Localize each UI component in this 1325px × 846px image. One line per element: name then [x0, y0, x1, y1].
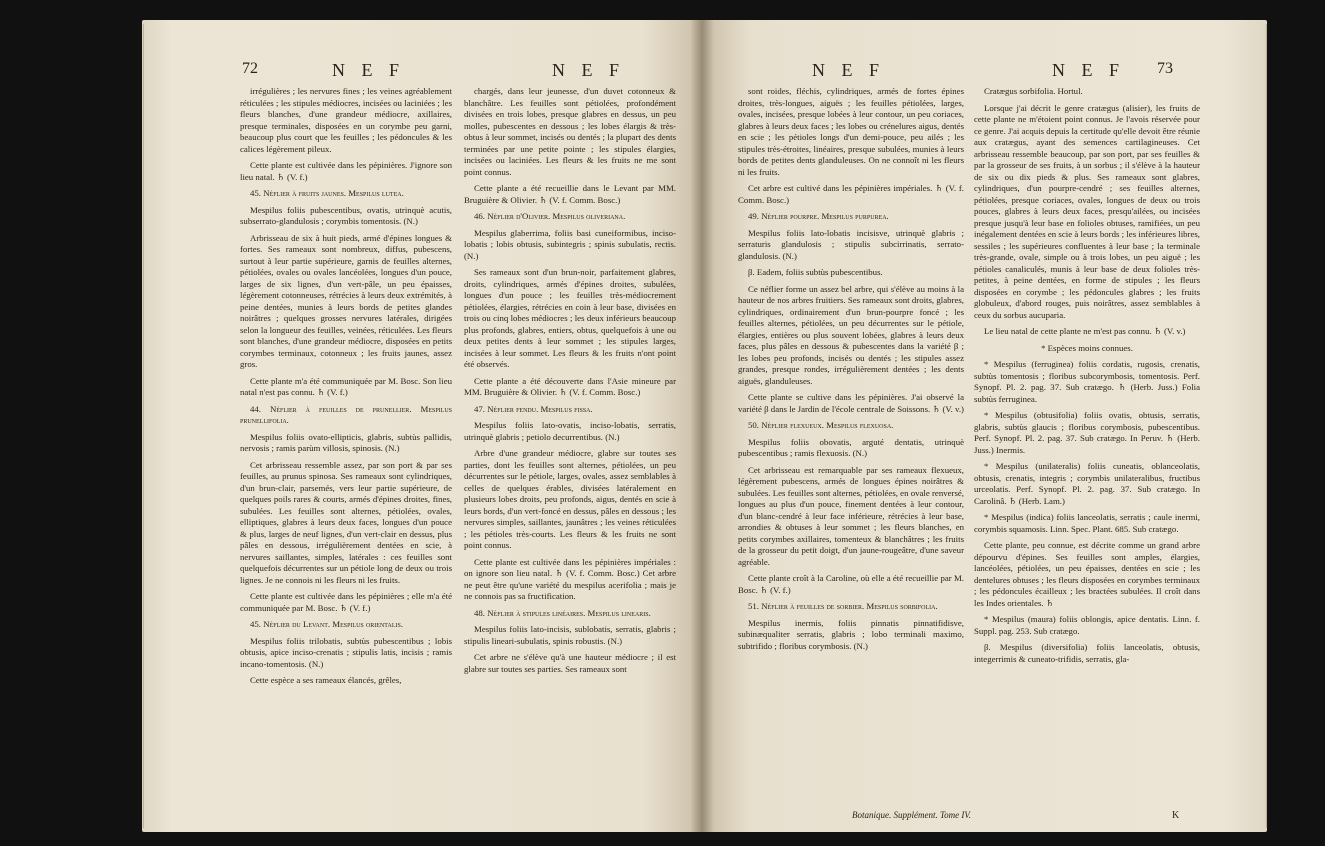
paragraph: Cette plante est cultivée dans les pépinières. J'ignore son lieu natal. ♄ (V. f.): [240, 160, 452, 182]
paragraph: Cette espèce a ses rameaux élancés, grêles,: [250, 675, 402, 685]
paragraph: Arbre d'une grandeur médiocre, glabre sur toutes ses parties, dont les feuilles sont alternes, pétiolées, un peu décurrentes sur le pétiole, larges, ovales, assez semblables à celles de quelques érables, divisées latéralement en plusieurs lobes droits, peu profonds, aigus, dentés en scie à leurs bords, d'un vert-foncé en dessus, pâles en dessous ; les nervures simples, saillantes, jaunâtres ; les veines réticulées ; les pétioles très-courts. Les fleurs & les fruits ne sont point connus.: [464, 448, 676, 550]
paragraph: Mespilus foliis lato-lobatis incisisve, utrinquè glabris ; serraturis glandulosis ; stipulis subcirrinatis, serrato-glandulosis. (N.): [738, 227, 964, 261]
paragraph: * Mespilus (maura) foliis oblongis, apice dentatis. Linn. f. Suppl. pag. 253. Sub cratægo.: [974, 614, 1200, 636]
paragraph: Cette plante est cultivée dans les pépinières ; elle m'a été communiquée par M. Bosc. ♄ (V. f.): [240, 591, 452, 613]
signature-mark: K: [1172, 810, 1180, 821]
paragraph: 44. Néflier à feuilles de prunellier. Mespilus prunellifolia.: [240, 403, 452, 425]
paragraph: Cette plante, peu connue, est décrite comme un grand arbre dépourvu d'épines. Ses feuilles sont amples, élargies, lancéolées, pétiolées, un peu épaisses, dentées en scie ; les dentelures obtuses ; les fleurs disposées en corymbes terminaux ; les pédoncules écailleux ; les bractées subulées. Il croît dans les Indes orientales. ♄: [974, 540, 1200, 608]
paragraph: 45. Néflier à fruits jaunes. Mespilus lutea.: [250, 188, 404, 198]
paragraph: Cet arbrisseau ressemble assez, par son port & par ses feuilles, au prunus spinosa. Ses rameaux sont cylindriques, d'un brun-clair, parsemés, vers leur partie supérieure, de quelques poils rares & courts, armés d'épines droites, fines, subulées. Les feuilles sont alternes, pétiolées, ovales, elliptiques, glabres à leurs deux faces, longues d'un pouce & plus, larges de neuf lignes, d'un vert-clair en dessus, plus pâles en dessous, irrégulièrement dentées en scie, à nervures saillantes, simples, latérales : ces feuilles sont quelquefois décurrentes sur un pétiole long de deux ou trois lignes. Je ne connois ni les fleurs ni les fruits.: [240, 459, 452, 585]
paragraph: * Espèces moins connues.: [1041, 342, 1133, 353]
paragraph: Lorsque j'ai décrit le genre cratægus (alisier), les fruits de cette plante ne m'étoient point connus. Je l'avois réservée pour ce genre. J'ai acquis depuis la certitude qu'elle devoit être réunie aux cratægus, ayant des semences cartilagineuses. Cet arbrisseau ressemble beaucoup, par son port, par ses feuilles & par la grosseur de ses fruits, à un sorbus ; il s'élève à la hauteur de six ou dix pieds & plus. Ses rameaux sont glabres, cylindriques, d'un pourpre-cendré ; ses feuilles alternes, pétiolées, presque coriaces, ovales, longues de deux ou trois pouces, glabres à leurs deux faces, presqu'ailées, ou incisées presque jusqu'à leur base en folioles obtuses, ramifiées, un peu inégalement dentées en scie à leurs bords ; les inférieures libres, sessiles ; les supérieures confluentes à leur base ; la terminale très-grande, ovale, simple ou à trois lobes, un peu aiguë ; les pétioles canaliculés, munis à leur base de deux folioles très-petites, à peine dentées, en forme de stipules ; les fleurs disposées en corymbe ; les pédoncules glabres ; les fruits globuleux, d'abord rouges, puis noirâtres, assez semblables à ceux du sorbus aucuparia.: [974, 102, 1200, 320]
book-gutter: [690, 20, 714, 832]
paragraph: 48. Néflier à stipules linéaires. Mespilus linearis.: [474, 607, 651, 618]
paragraph: chargés, dans leur jeunesse, d'un duvet cotonneux & blanchâtre. Les feuilles sont pétiolées, profondément divisées en trois lobes, presque glabres en dessus, un peu molles, pubescentes en dessous ; les lobes élargis & très-obtus à leur sommet, incisés ou dentés ; la plupart des dents terminées par une petite pointe ; les stipules élargies, incisées ou laciniées. Les fleurs & les fruits ne me sont point connus.: [464, 86, 676, 177]
paragraph: Mespilus foliis lato-ovatis, inciso-lobatis, serratis, utrinquè glabris ; petiolo decurrentibus. (N.): [464, 420, 676, 442]
page-edge: [1265, 24, 1267, 828]
paragraph: sont roides, fléchis, cylindriques, armés de fortes épines droites, très-longues, aiguës ; les feuilles pétiolées, larges, ovales, incisées, presque lobées à leur contour, un peu coriaces, glabres à leurs deux faces ; les lobes ou crénelures aigus, dentés en scie ; les pétioles longs d'un demi-pouce, peu ailés ; les stipules très-étroites, linéaires, presque subulées, munies à leurs bords de petites dents glanduleuses. On ne connoît ni les fleurs ni les fruits.: [738, 86, 964, 177]
paragraph: Mespilus foliis ovato-ellipticis, glabris, subtùs pallidis, nervosis ; ramis parùm villosis, spinosis. (N.): [240, 431, 452, 453]
left-page: [142, 20, 702, 832]
paragraph: Cratægus sorbifolia. Hortul.: [984, 86, 1083, 96]
paragraph: Arbrisseau de six à huit pieds, armé d'épines longues & fortes. Ses rameaux sont nombreux, diffus, pubescens, surtout à leur partie supérieure, garnis de feuilles alternes, pétiolées, ovales ou ovales lancéolées, longues d'un pouce, larges de six lignes, d'un vert-pâle, un peu épaisses, légèrement cotonneuses, rétrécies à leurs deux extrémités, à peine dentées, munies à leurs bords de petites glandes noirâtres ; quelques grosses nervures latérales, dirigées selon la longueur des feuilles, veinées, réticulées. Les fleurs sont blanches, d'une grandeur médiocre, disposées en petits corymbes terminaux, cotonneux ; les fruits jaunes, assez gros.: [240, 232, 452, 369]
paragraph: Cette plante est cultivée dans les pépinières impériales : on ignore son lieu natal. ♄ (V. f. Comm. Bosc.) Cet arbre ne peut être qu'une variété du mespilus acerifolia ; mais je ne connois pas sa fructification.: [464, 556, 676, 601]
page-footer: Botanique. Supplément. Tome IV.: [852, 810, 971, 820]
paragraph: * Mespilus (indica) foliis lanceolatis, serratis ; caule inermi, corymbis squamosis. Linn. Spec. Plant. 685. Sub cratægo.: [974, 512, 1200, 534]
running-header: N E F: [1052, 60, 1126, 80]
paragraph: Ce néflier forme un assez bel arbre, qui s'élève au moins à la hauteur de nos arbres fruitiers. Ses rameaux sont droits, glabres, cylindriques, ordinairement d'un brun-pourpre foncé ; les feuilles alternes, pétiolées, un peu décurrentes sur le pétiole, élargies, entières ou plus souvent lobées, glabres à leurs deux faces, plus pâles en dessous & pubescentes dans la variété β ; les lobes peu profonds, incisés ou dentés ; les stipules assez grandes, presque rondes, irrégulièrement dentées ; les dents aiguës, glanduleuses.: [738, 283, 964, 386]
paragraph: Mespilus glaberrima, foliis basi cuneiformibus, inciso-lobatis ; lobis obtusis, subintegris ; spinis subulatis, rectis. (N.): [464, 227, 676, 261]
paragraph: * Mespilus (obtusifolia) foliis ovatis, obtusis, serratis, glabris, subtùs glaucis ; floribus corymbosis, pubescentibus. Perf. Synopf. Pl. 2. pag. 37. Sub cratægo. In Peruv. ♄ (Herb. Juss.) Inermis.: [974, 410, 1200, 455]
paragraph: Cette plante se cultive dans les pépinières. J'ai observé la variété β dans le Jardin de l'école centrale de Soissons. ♄ (V. v.): [738, 392, 964, 414]
paragraph: 50. Néflier flexueux. Mespilus flexuosa.: [748, 420, 894, 430]
running-header: N E F: [552, 60, 626, 80]
paragraph: Mespilus foliis obovatis, arguté dentatis, utrinquè pubescentibus ; ramis flexuosis. (N.): [738, 436, 964, 458]
paragraph: 45. Néflier du Levant. Mespilus orientalis.: [250, 619, 404, 629]
text-column: [240, 86, 452, 692]
paragraph: Mespilus foliis trilobatis, subtùs pubescentibus ; lobis obtusis, apice inciso-crenatis ; stipulis latis, incisis ; ramis incano-tomentosis. (N.): [240, 635, 452, 669]
paragraph: Cette plante a été recueillie dans le Levant par MM. Bruguière & Olivier. ♄ (V. f. Comm. Bosc.): [464, 183, 676, 205]
paragraph: * Mespilus (ferruginea) foliis cordatis, rugosis, crenatis, subtùs tomentosis ; floribus subcorymbosis, tomentosis. Perf. Synopf. Pl. 2. pag. 37. Sub cratægo. ♄ (Herb. Juss.) Folia subtùs ferruginea.: [974, 359, 1200, 404]
page-number: 72: [242, 60, 258, 77]
paragraph: 46. Néflier d'Olivier. Mespilus oliveriana.: [474, 211, 626, 221]
paragraph: Mespilus inermis, foliis pinnatis pinnatifidisve, subinæqualiter serratis, glabris ; lobo terminali maximo, subtrifido ; floribus corymbosis. (N.): [738, 617, 964, 651]
text-column: [974, 86, 1200, 670]
paragraph: β. Mespilus (diversifolia) foliis lanceolatis, obtusis, integerrimis & cuneato-trifidis, serratis, gla-: [974, 642, 1200, 664]
paragraph: Cette plante m'a été communiquée par M. Bosc. Son lieu natal n'est pas connu. ♄ (V. f.): [240, 375, 452, 397]
page-number: 73: [1157, 60, 1173, 77]
running-header: N E F: [332, 60, 406, 80]
paragraph: Cet arbrisseau est remarquable par ses rameaux flexueux, légèrement pubescens, armés de longues épines noirâtres & subulées. Les feuilles sont alternes, pétiolées, en ovale renversé, longues au plus d'un pouce, finement dentées à leur contour, d'un blanc-cendré à leur face inférieure, rétrécies à leur base, arrondies & obtuses à leur sommet ; les fleurs blanches, en petits corymbes axillaires, tomenteux & blanchâtres ; les fruits de la grosseur du petit doigt, d'un jaune-rougeâtre, d'une saveur agréable.: [738, 464, 964, 567]
running-header: N E F: [812, 60, 886, 80]
paragraph: * Mespilus (unilateralis) foliis cuneatis, oblanceolatis, obtusis, crenatis, integris ; corymbis unilateralibus, fructibus urceolatis. Perf. Synopf. Pl. 2. pag. 37. Sub cratægo. In Carolinâ. ♄ (Herb. Lam.): [974, 461, 1200, 506]
paragraph: Mespilus foliis pubescentibus, ovatis, utrinquè acutis, subserrato-glandulosis ; corymbis tomentosis. (N.): [240, 204, 452, 226]
paragraph: Mespilus foliis lato-incisis, sublobatis, serratis, glabris ; stipulis lineari-subulatis, spinis robustis. (N.): [464, 624, 676, 646]
right-page: [702, 20, 1267, 832]
text-column: [464, 86, 676, 680]
paragraph: irrégulières ; les nervures fines ; les veines agréablement réticulées ; les stipules médiocres, incisées ou laciniées ; les fleurs blanches, d'une grandeur médiocre, axillaires, presque terminales, disposées en un corymbe peu garni, beaucoup plus court que les feuilles ; les pédoncules & les calices légèrement pileux.: [240, 86, 452, 154]
paragraph: Ses rameaux sont d'un brun-noir, parfaitement glabres, droits, cylindriques, armés d'épines droites, subulées, longues d'un pouce ; les feuilles très-médiocrement pétiolées, élargies, rétrécies en coin à leur base, divisées en trois ou cinq lobes médiocres ; les deux inférieurs beaucoup plus profonds, glabres, entiers, obtus, quelquefois à une ou deux petites dents à leur sommet ; les stipules larges, incisées à leur sommet. Les fleurs & les fruits n'ont point été observés.: [464, 267, 676, 369]
paragraph: Cet arbre ne s'élève qu'à une hauteur médiocre ; il est glabre sur toutes ses parties. Ses rameaux sont: [464, 652, 676, 674]
text-column: [738, 86, 964, 657]
page-edge: [142, 24, 144, 828]
paragraph: β. Eadem, foliis subtùs pubescentibus.: [748, 267, 883, 277]
open-book: [142, 20, 1275, 840]
paragraph: Cet arbre est cultivé dans les pépinières impériales. ♄ (V. f. Comm. Bosc.): [738, 183, 964, 205]
paragraph: 51. Néflier à feuilles de sorbier. Mespilus sorbifolia.: [748, 601, 938, 611]
paragraph: 49. Néflier pourpre. Mespilus purpurea.: [748, 211, 889, 221]
paragraph: Le lieu natal de cette plante ne m'est pas connu. ♄ (V. v.): [984, 326, 1186, 336]
paragraph: Cette plante croît à la Caroline, où elle a été recueillie par M. Bosc. ♄ (V. f.): [738, 573, 964, 595]
paragraph: 47. Néflier fendu. Mespilus fissa.: [474, 403, 593, 414]
paragraph: Cette plante a été découverte dans l'Asie mineure par MM. Bruguière & Olivier. ♄ (V. f. Comm. Bosc.): [464, 375, 676, 397]
